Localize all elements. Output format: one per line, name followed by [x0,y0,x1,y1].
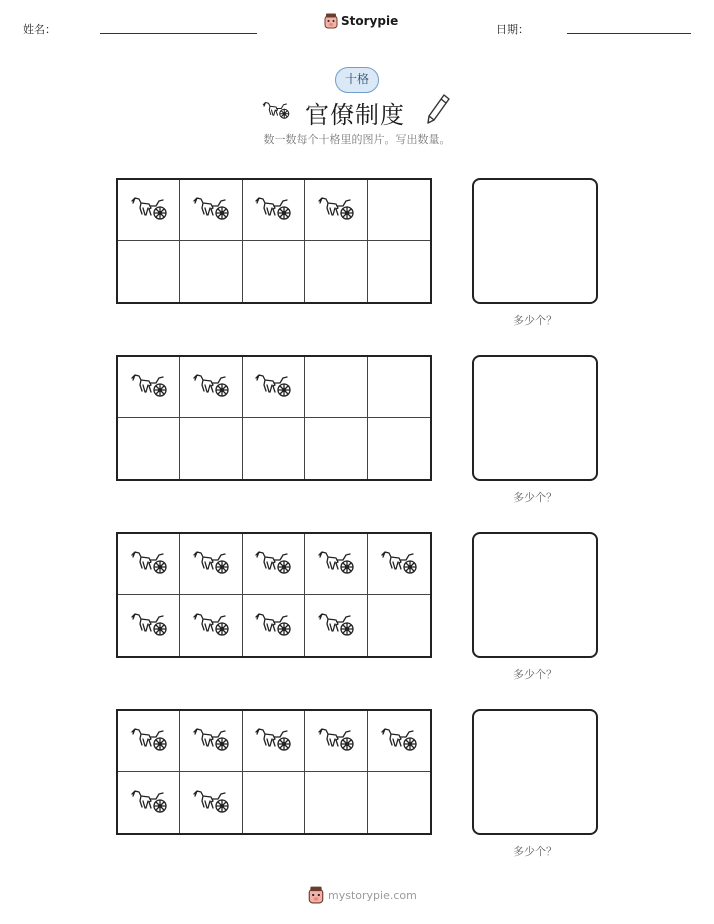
answer-box[interactable] [472,178,598,304]
answer-question: 多少个？ [513,845,557,858]
ten-frame-cell [243,180,305,241]
footer-url: mystorypie.com [328,888,417,902]
ten-frame-cell [368,418,430,479]
ten-frame-cell [243,418,305,479]
ten-frame-cell [368,534,430,595]
ten-frame [116,709,432,835]
ten-frame-cell [305,180,367,241]
horse-chariot-icon [191,787,231,819]
pig-mascot-icon [308,886,324,904]
ten-frame-cell [305,711,367,772]
horse-chariot-icon [253,548,293,580]
ten-frame-cell [305,357,367,418]
horse-chariot-icon [191,610,231,642]
answer-question: 多少个？ [513,668,557,681]
horse-chariot-icon [379,725,419,757]
ten-frame-cell [118,180,180,241]
ten-frame-cell [368,772,430,833]
answer-question: 多少个？ [513,314,557,327]
ten-frame [116,178,432,304]
ten-frame-cell [368,180,430,241]
answer-box[interactable] [472,355,598,481]
horse-chariot-icon [253,725,293,757]
title-row [0,93,714,129]
answer-box[interactable] [472,532,598,658]
ten-frame-cell [118,357,180,418]
horse-chariot-icon [129,787,169,819]
title-chariot-icon [261,99,291,125]
worksheet-type-badge: 十格 [335,67,379,93]
ten-frame-cell [368,357,430,418]
ten-frame-cell [180,180,242,241]
footer [308,886,417,904]
horse-chariot-icon [191,725,231,757]
ten-frame-cell [305,418,367,479]
worksheet-title: 官僚制度 [305,101,405,129]
horse-chariot-icon [129,194,169,226]
ten-frame-cell [118,595,180,656]
horse-chariot-icon [129,548,169,580]
ten-frame-cell [243,772,305,833]
horse-chariot-icon [253,194,293,226]
date-line[interactable] [567,33,691,34]
ten-frame-cell [305,595,367,656]
horse-chariot-icon [191,371,231,403]
ten-frame-cell [180,241,242,302]
horse-chariot-icon [379,548,419,580]
horse-chariot-icon [316,610,356,642]
ten-frame-cell [180,772,242,833]
ten-frame-cell [368,241,430,302]
ten-frame-cell [118,241,180,302]
pencil-icon [425,93,451,129]
horse-chariot-icon [129,371,169,403]
ten-frame-cell [180,357,242,418]
name-line[interactable] [100,33,257,34]
ten-frame-cell [180,418,242,479]
ten-frame-cell [180,711,242,772]
name-label: 姓名： [23,23,56,36]
horse-chariot-icon [129,725,169,757]
date-label: 日期： [496,23,529,36]
answer-question: 多少个？ [513,491,557,504]
pig-mascot-icon [324,13,338,29]
ten-frame-cell [243,595,305,656]
ten-frame-cell [368,711,430,772]
ten-frame-cell [305,534,367,595]
brand-name: Storypie [341,14,399,28]
horse-chariot-icon [253,610,293,642]
ten-frame [116,532,432,658]
ten-frame-cell [180,534,242,595]
answer-box[interactable] [472,709,598,835]
ten-frame [116,355,432,481]
horse-chariot-icon [316,194,356,226]
ten-frame-cell [180,595,242,656]
ten-frame-cell [305,241,367,302]
ten-frame-cell [118,711,180,772]
ten-frame-cell [118,534,180,595]
instructions: 数一数每个十格里的图片。写出数量。 [263,133,451,146]
ten-frame-cell [243,534,305,595]
ten-frame-cell [243,241,305,302]
horse-chariot-icon [129,610,169,642]
ten-frame-cell [118,418,180,479]
ten-frame-cell [305,772,367,833]
brand-logo [324,13,398,29]
horse-chariot-icon [191,548,231,580]
ten-frame-cell [243,357,305,418]
horse-chariot-icon [253,371,293,403]
horse-chariot-icon [316,725,356,757]
horse-chariot-icon [191,194,231,226]
horse-chariot-icon [316,548,356,580]
ten-frame-cell [118,772,180,833]
ten-frame-cell [243,711,305,772]
ten-frame-cell [368,595,430,656]
